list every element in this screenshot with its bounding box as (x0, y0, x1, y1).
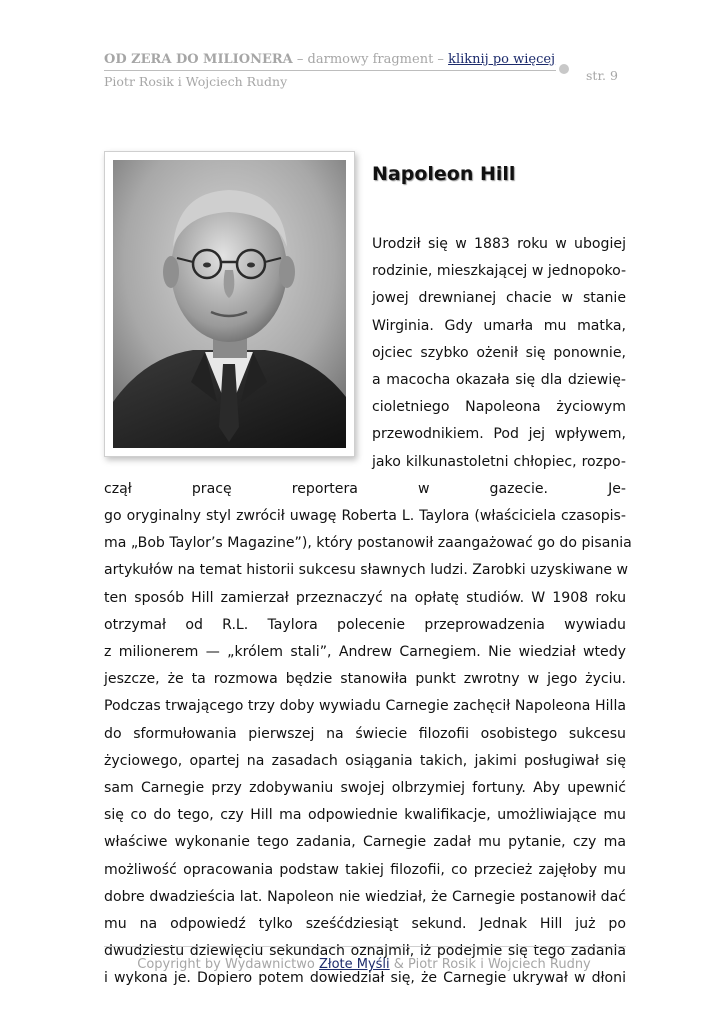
body-line: ten sposób Hill zamierzał przeznaczyć na opłatę studiów. W 1908 roku (104, 589, 626, 606)
book-title: OD ZERA DO MILIONERA (104, 52, 293, 67)
publisher-link[interactable]: Złote Myśli (318, 957, 390, 972)
body-line: Wirginia. Gdy umarła mu matka, (372, 317, 626, 334)
body-line: go oryginalny styl zwrócił uwagę Roberta L. Taylora (właściciela czasopis- (104, 508, 626, 525)
header-authors: Piotr Rosik i Wojciech Rudny (104, 74, 288, 89)
header-dot-icon (559, 64, 569, 74)
body-line: dobre dwadzieścia lat. Napoleon nie wiedział, że Carnegie postanowił dać (104, 888, 626, 905)
page-number: str. 9 (586, 68, 618, 83)
body-line: możliwość opracowania podstaw takiej filozofii, co przecież zajęłoby mu (104, 861, 626, 878)
header-title-line (104, 52, 555, 67)
body-line: Podczas trwającego trzy doby wywiadu Carnegie zachęcił Napoleona Hilla (104, 698, 626, 715)
page-header (104, 50, 624, 100)
footer-prefix: Copyright by Wydawnictwo (137, 957, 319, 972)
body-line: dwudziestu dziewięciu sekundach oznajmił, iż podejmie się tego zadania (104, 943, 626, 960)
body-line: ojciec szybko ożenił się ponownie, (372, 344, 626, 361)
body-line: życiowego, opartej na zasadach osiągania takich, jakimi posługiwał się (104, 752, 626, 769)
body-line: do sformułowania pierwszej na świecie filozofii osobistego sukcesu (104, 725, 626, 742)
body-line: jowej drewnianej chacie w stanie (372, 290, 626, 307)
article-title: Napoleon Hill (372, 163, 516, 185)
body-line: przewodnikiem. Pod jej wpływem, (372, 426, 626, 443)
page-footer (0, 957, 728, 972)
body-line: artykułów na temat historii sukcesu sławnych ludzi. Zarobki uzyskiwane w (104, 562, 629, 579)
body-line: cioletniego Napoleona życiowym (372, 399, 626, 416)
body-line: z milionerem — „królem stali”, Andrew Carnegiem. Nie wiedział wtedy (104, 644, 626, 661)
more-link[interactable]: kliknij po więcej (448, 52, 556, 67)
footer-suffix: & Piotr Rosik i Wojciech Rudny (389, 957, 591, 972)
body-line: mu na odpowiedź tylko sześćdziesiąt sekund. Jednak Hill już po (104, 916, 626, 933)
body-line: ma „Bob Taylor’s Magazine”), który postanowił zaangażować go do pisania (104, 535, 632, 552)
photo-wrap-spacer (104, 231, 372, 449)
body-line: rodzinie, mieszkającej w jednopoko- (372, 263, 627, 280)
body-line: Urodził się w 1883 roku w ubogiej (372, 236, 626, 252)
body-line: czął pracę reportera w gazecie. Je- (104, 480, 626, 497)
body-line: jeszcze, że ta rozmowa będzie stanowiła punkt zwrotny w jego życiu. (104, 671, 626, 688)
body-line: i wykona je. Dopiero potem dowiedział się, że Carnegie ukrywał w dłoni (104, 970, 626, 987)
article-body (104, 231, 632, 993)
body-line: jako kilkunastoletni chłopiec, rozpo- (372, 453, 626, 470)
header-rule (104, 70, 556, 71)
footer-rule (104, 946, 626, 947)
body-line: otrzymał od R.L. Taylora polecenie przeprowadzenia wywiadu (104, 616, 626, 633)
body-line: a macocha okazała się dla dziewię- (372, 372, 626, 389)
body-line: właściwe wykonanie tego zadania, Carnegie zadał mu pytanie, czy ma (104, 834, 626, 851)
header-separator: – darmowy fragment – (292, 52, 449, 67)
body-line: sam Carnegie przy zdobywaniu swojej olbrzymiej fortuny. Aby upewnić (104, 780, 626, 797)
body-line: się co do tego, czy Hill ma odpowiednie kwalifikacje, umożliwiające mu (104, 807, 626, 824)
